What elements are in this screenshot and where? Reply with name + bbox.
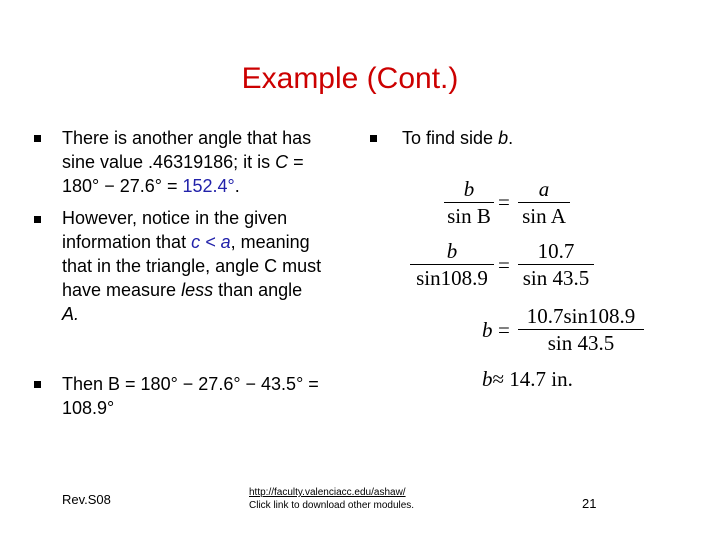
bullet-line: have measure less than angle: [62, 280, 303, 300]
footer-link-block: [249, 486, 414, 512]
bullet-then-b: [62, 372, 362, 420]
footer-note: Click link to download other modules.: [249, 500, 415, 511]
bullet-find-side-b: To find side b.: [402, 128, 514, 148]
eq1-rhs-fraction: a sin A: [518, 178, 570, 227]
bullet-another-angle: [62, 126, 362, 198]
comparison-c-a: c < a: [191, 232, 231, 252]
angle-value: 152.4°: [182, 176, 235, 196]
modules-link[interactable]: http://faculty.valenciacc.edu/ashaw/: [249, 487, 406, 498]
eq3-lhs: b: [482, 318, 493, 342]
bullet-marker: [34, 135, 41, 142]
eq1-equals: =: [498, 190, 510, 214]
eq1-lhs-fraction: b sin B: [444, 178, 494, 227]
bullet-line: However, notice in the given: [62, 208, 288, 228]
revision-label: Rev.S08: [62, 492, 111, 507]
bullet-line: Then B = 180° − 27.6° − 43.5° =: [62, 374, 319, 394]
bullet-marker: [34, 216, 41, 223]
eq4-result: b≈ 14.7 in.: [482, 367, 573, 391]
page-title: Example (Cont.): [241, 62, 459, 95]
bullet-line: 180° − 27.6° = 152.4°.: [62, 176, 240, 196]
eq2-lhs-fraction: b sin108.9: [410, 240, 494, 289]
eq2-rhs-fraction: 10.7 sin 43.5: [518, 240, 594, 289]
eq3-equals: =: [498, 318, 510, 342]
bullet-line: information that c < a, meaning: [62, 232, 310, 252]
eq2-equals: =: [498, 253, 510, 277]
bullet-marker: [370, 135, 377, 142]
bullet-line: A.: [62, 304, 80, 324]
page-number: 21: [582, 496, 597, 511]
eq3-fraction: 10.7sin108.9 sin 43.5: [518, 305, 644, 354]
bullet-line: 108.9°: [62, 398, 115, 418]
bullet-line: sine value .46319186; it is C =: [62, 152, 304, 172]
bullet-notice: [62, 206, 362, 326]
bullet-line: There is another angle that has: [62, 128, 312, 148]
bullet-line: that in the triangle, angle C must: [62, 256, 322, 276]
bullet-marker: [34, 381, 41, 388]
